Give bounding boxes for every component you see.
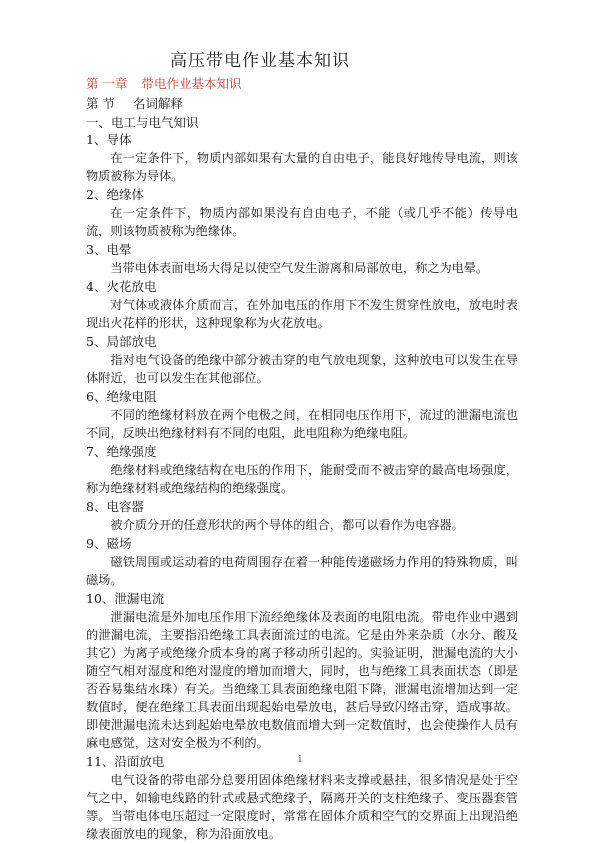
definition-body: 泄漏电流是外加电压作用下流经绝缘体及表面的电阻电流。带电作业中遇到的泄漏电流，主要指沿绝缘工具表面流过的电流。它是由外来杂质（水分、酸及其它）为离子或绝缘介质本身的离子移动所引起的。实验证明，泄漏电流的大小随空气相对湿度和绝对湿度的增加而增大，同时，也与绝缘工具表面状态（即是否吞易集结水珠）有关。当绝缘工具表面绝缘电阻下降，泄漏电流增加达到一定数值时，便在绝缘工具表面出现起始电晕放电，甚后导致闪络击穿，造成事故。即使泄漏电流未达到起始电晕放电数值而增大到一定数值时，也会使操作人员有麻电感觉，这对安全极为不利的。 — [86, 610, 518, 750]
definition-item — [86, 753, 518, 843]
section-name: 名词解释 — [132, 96, 183, 111]
definition-body: 在一定条件下，物质内部如果没有自由电子，不能（或几乎不能）传导电流，则该物质被称为绝缘体。 — [86, 206, 518, 238]
chapter-name: 带电作业基本知识 — [141, 76, 242, 91]
section-number: 第 节 — [86, 96, 115, 111]
definition-list — [86, 131, 518, 844]
definition-title: 8、电容器 — [86, 499, 144, 514]
definition-title: 2、绝缘体 — [86, 187, 144, 202]
definition-body: 绝缘材料或绝缘结构在电压的作用下，能耐受而不被击穿的最高电场强度，称为绝缘材料或绝缘结构的绝缘强度。 — [86, 463, 518, 495]
definition-item — [86, 241, 518, 277]
definition-body: 在一定条件下，物质内部如果有大量的自由电子，能良好地传导电流，则该物质被称为导体。 — [86, 151, 518, 183]
definition-title: 7、绝缘强度 — [86, 444, 157, 459]
definition-item — [86, 498, 518, 534]
page-title: 高压带电作业基本知识 — [170, 51, 350, 71]
definition-body: 指对电气设备的绝缘中部分被击穿的电气放电现象，这种放电可以发生在导体附近，也可以发生在其他部位。 — [86, 353, 518, 385]
definition-item — [86, 388, 518, 442]
definition-title: 9、磁场 — [86, 536, 132, 551]
definition-item — [86, 333, 518, 387]
section-heading — [86, 94, 201, 112]
part-heading: 一、电工与电气知识 — [86, 115, 199, 130]
definition-body: 对气体或液体介质而言，在外加电压的作用下不发生贯穿性放电，放电时表现出火花样的形状，这种现象称为火花放电。 — [86, 298, 518, 330]
chapter-heading — [86, 74, 256, 92]
definition-item — [86, 131, 518, 185]
definition-item — [86, 443, 518, 497]
definition-item — [86, 278, 518, 332]
definition-title: 4、火花放电 — [86, 279, 157, 294]
definition-body: 被介质分开的任意形状的两个导体的组合，都可以看作为电容器。 — [110, 518, 464, 532]
definition-body: 磁铁周围或运动着的电荷周围存在着一种能传递磁场力作用的特殊物质，叫磁场。 — [86, 555, 518, 587]
definition-title: 3、电晕 — [86, 242, 132, 257]
definition-title: 6、绝缘电阻 — [86, 389, 157, 404]
definition-body: 当带电体表面电场大得足以使空气发生游离和局部放电，称之为电晕。 — [110, 261, 489, 275]
definition-item — [86, 186, 518, 240]
definition-title: 11、沿面放电 — [86, 754, 165, 769]
chapter-number: 第 一章 — [86, 76, 128, 91]
definition-title: 5、局部放电 — [86, 334, 157, 349]
definition-body: 电气设备的带电部分总要用固体绝缘材料来支撑或悬挂，很多情况是处于空气之中，如输电线路的针式或悬式绝缘子，隔离开关的支柱绝缘子、变压器套管等。当带电体电压超过一定限度时，常常在固体介质和空气的交界面上出现沿绝缘表面放电的现象，称为沿面放电。 — [86, 773, 518, 841]
definition-body: 不同的绝缘材料放在两个电极之间，在相同电压作用下，流过的泄漏电流也不同，反映出绝缘材料有不同的电阻，此电阻称为绝缘电阻。 — [86, 408, 518, 440]
page-number: 1 — [297, 755, 303, 765]
definition-title: 10、泄漏电流 — [86, 591, 165, 606]
definition-item — [86, 535, 518, 589]
definition-title: 1、导体 — [86, 132, 132, 147]
definition-item — [86, 590, 518, 752]
